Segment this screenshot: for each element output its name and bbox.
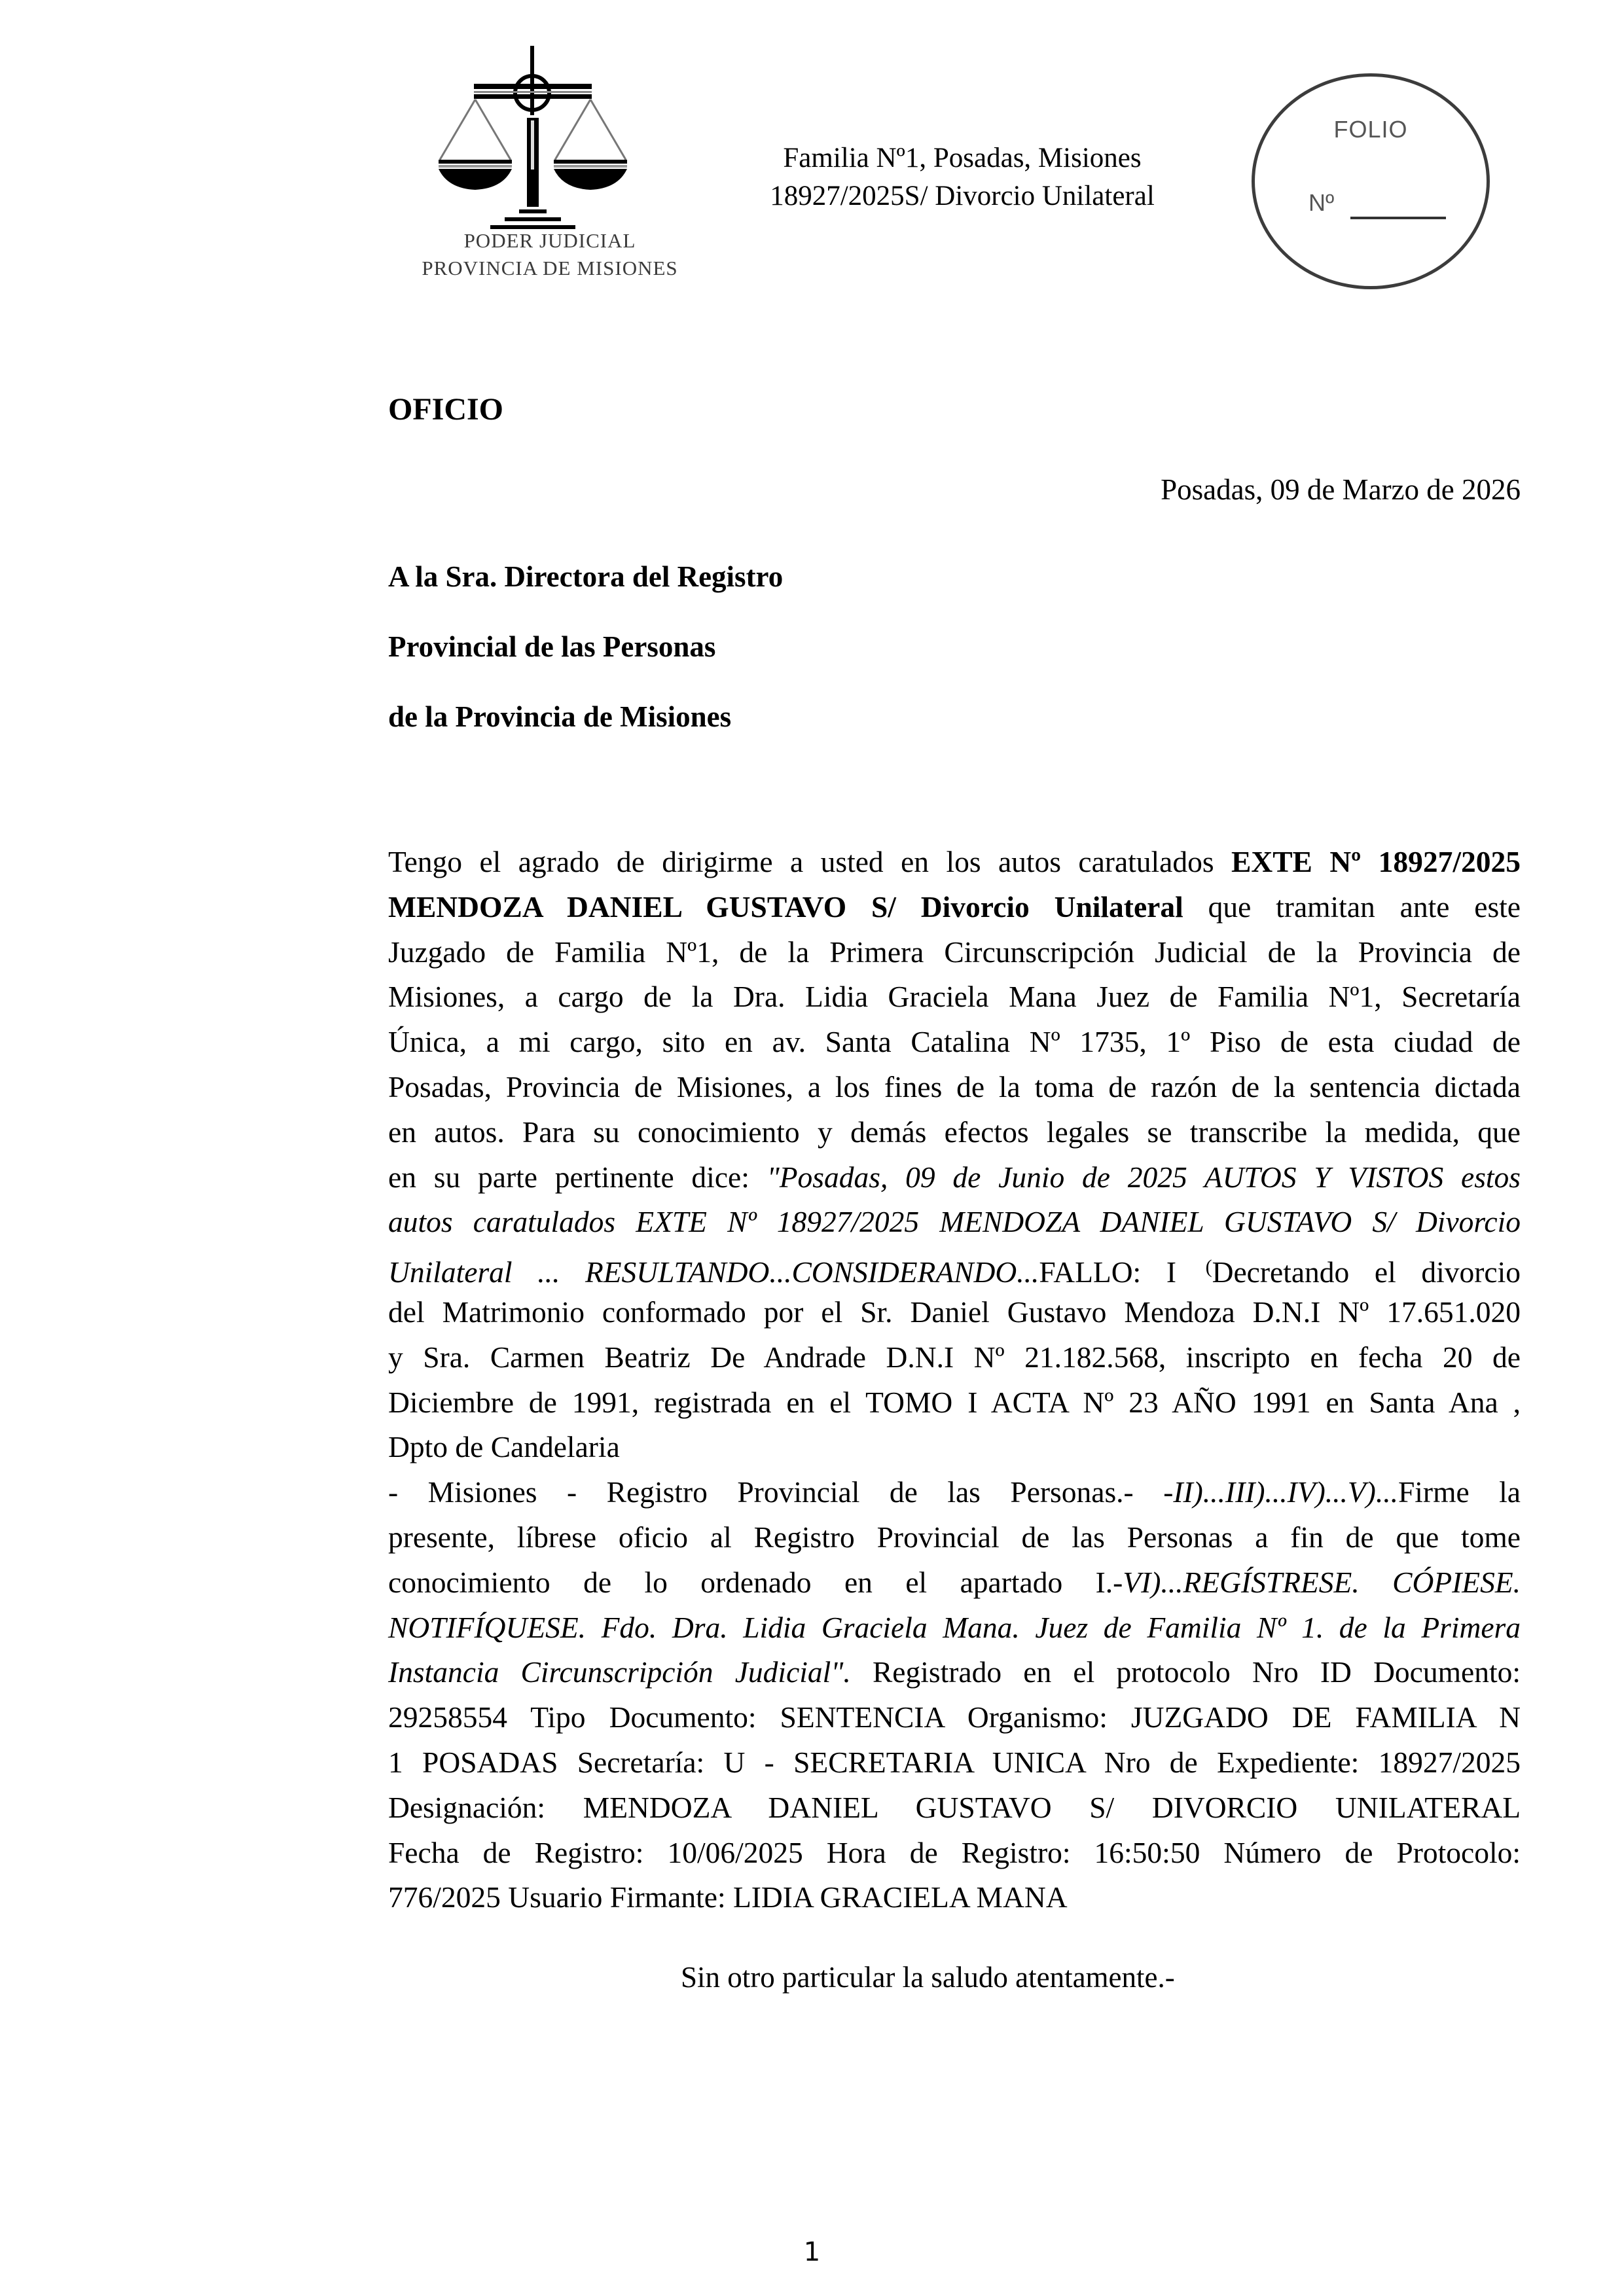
text-run: y Sra. Carmen Beatriz De Andrade D.N.I Nº 21.182.568, inscripto en fecha 20 de — [388, 1340, 1521, 1374]
body-line — [388, 885, 1521, 930]
body-line — [388, 1335, 1521, 1380]
text-run: Fecha de Registro: 10/06/2025 Hora de Registro: 16:50:50 Número de Protocolo: — [388, 1835, 1521, 1869]
italic-run: Instancia Circunscripción Judicial". — [388, 1655, 851, 1689]
body-line — [388, 1515, 1521, 1560]
page-number: 1 — [803, 2237, 821, 2267]
closing-salutation: Sin otro particular la saludo atentamente.- — [681, 1961, 1175, 1994]
document-title: OFICIO — [388, 392, 504, 427]
text-run: Designación: MENDOZA DANIEL GUSTAVO S/ DIVORCIO UNILATERAL — [388, 1790, 1521, 1824]
text-run: del Matrimonio conformado por el Sr. Daniel Gustavo Mendoza D.N.I Nº 17.651.020 — [388, 1295, 1521, 1329]
body-line — [388, 1110, 1521, 1155]
body-line — [388, 1155, 1521, 1200]
poder-judicial-logo — [419, 41, 681, 293]
body-line — [388, 1065, 1521, 1110]
text-run: conocimiento de lo ordenado en el apartado I.- — [388, 1565, 1123, 1599]
text-run: ( — [1205, 1256, 1212, 1278]
text-run: FALLO: I — [1039, 1255, 1202, 1289]
body-line — [388, 1020, 1521, 1065]
text-run: presente, líbrese oficio al Registro Provincial de las Personas a fin de que tome — [388, 1520, 1521, 1554]
text-run: Misiones, a cargo de la Dra. Lidia Graciela Mana Juez de Familia Nº1, Secretaría — [388, 980, 1521, 1014]
text-run: en su parte pertinente dice: — [388, 1160, 767, 1194]
logo-text-poder-judicial: PODER JUDICIAL — [463, 229, 636, 252]
italic-run: "Posadas, 09 de Junio de 2025 AUTOS Y VISTOS estos — [767, 1160, 1521, 1194]
body-line — [388, 1560, 1521, 1605]
body-line — [388, 975, 1521, 1020]
addressee-line: A la Sra. Directora del Registro — [388, 560, 784, 593]
body-line — [388, 1425, 1521, 1470]
body-line — [388, 1740, 1521, 1785]
text-run: Tengo el agrado de dirigirme a usted en los autos caratulados — [388, 845, 1231, 878]
text-run: Firme la — [1398, 1475, 1521, 1509]
text-run: Decretando el divorcio — [1212, 1255, 1521, 1289]
body-line — [388, 1200, 1521, 1245]
document-date: Posadas, 09 de Marzo de 2026 — [1161, 473, 1521, 506]
body-line — [388, 1650, 1521, 1695]
italic-run: VI)...REGÍSTRESE. CÓPIESE. — [1123, 1565, 1521, 1599]
body-line — [388, 840, 1521, 885]
bold-run: EXTE Nº 18927/2025 — [1231, 845, 1521, 878]
text-run: Registrado en el protocolo Nro ID Documento: — [850, 1655, 1521, 1689]
header-court-line: Familia Nº1, Posadas, Misiones — [783, 143, 1142, 173]
body-line — [388, 1831, 1521, 1876]
italic-run: NOTIFÍQUESE. Fdo. Dra. Lidia Graciela Mana. Juez de Familia Nº 1. de la Primera — [388, 1610, 1521, 1644]
folio-label: FOLIO — [1333, 116, 1408, 143]
text-run: 776/2025 Usuario Firmante: LIDIA GRACIELA MANA — [388, 1880, 1068, 1914]
text-run: Dpto de Candelaria — [388, 1430, 620, 1464]
italic-run: Unilateral ... RESULTANDO...CONSIDERANDO... — [388, 1255, 1039, 1289]
text-run: 29258554 Tipo Documento: SENTENCIA Organismo: JUZGADO DE FAMILIA N — [388, 1700, 1521, 1734]
text-run: Diciembre de 1991, registrada en el TOMO I ACTA Nº 23 AÑO 1991 en Santa Ana , — [388, 1385, 1521, 1419]
body-line — [388, 1470, 1521, 1515]
body-line — [388, 1380, 1521, 1426]
text-run: que tramitan ante este — [1183, 889, 1521, 924]
body-line — [388, 1290, 1521, 1335]
header-case-info — [694, 139, 1231, 215]
folio-stamp — [1252, 73, 1490, 289]
italic-run: -II)...III)...IV)...V)... — [1163, 1475, 1398, 1509]
body-line — [388, 1875, 1521, 1920]
addressee-line: Provincial de las Personas — [388, 630, 716, 663]
folio-number-label: Nº — [1308, 189, 1335, 216]
body-line — [388, 930, 1521, 975]
body-line — [388, 1245, 1521, 1290]
text-run: Juzgado de Familia Nº1, de la Primera Circunscripción Judicial de la Provincia de — [388, 935, 1521, 969]
text-run: 1 POSADAS Secretaría: U - SECRETARIA UNICA Nro de Expediente: 18927/2025 — [388, 1745, 1521, 1779]
body-line — [388, 1785, 1521, 1831]
italic-run: autos caratulados EXTE Nº 18927/2025 MENDOZA DANIEL GUSTAVO S/ Divorcio — [388, 1205, 1521, 1239]
body-paragraph — [388, 840, 1521, 1920]
addressee-line: de la Provincia de Misiones — [388, 700, 732, 733]
text-run: Única, a mi cargo, sito en av. Santa Catalina Nº 1735, 1º Piso de esta ciudad de — [388, 1025, 1521, 1059]
body-line — [388, 1695, 1521, 1740]
addressee-block — [388, 542, 783, 752]
body-line — [388, 1605, 1521, 1651]
text-run: - Misiones - Registro Provincial de las Personas.- — [388, 1475, 1164, 1509]
scales-of-justice-icon — [419, 41, 681, 230]
header-case-line: 18927/2025S/ Divorcio Unilateral — [770, 181, 1155, 211]
logo-text-provincia: PROVINCIA DE MISIONES — [422, 257, 678, 279]
bold-run: MENDOZA DANIEL GUSTAVO S/ Divorcio Unilateral — [388, 889, 1183, 924]
text-run: Posadas, Provincia de Misiones, a los fines de la toma de razón de la sentencia dictada — [388, 1069, 1521, 1103]
folio-number-blank — [1350, 217, 1446, 219]
text-run: en autos. Para su conocimiento y demás efectos legales se transcribe la medida, que — [388, 1115, 1521, 1149]
